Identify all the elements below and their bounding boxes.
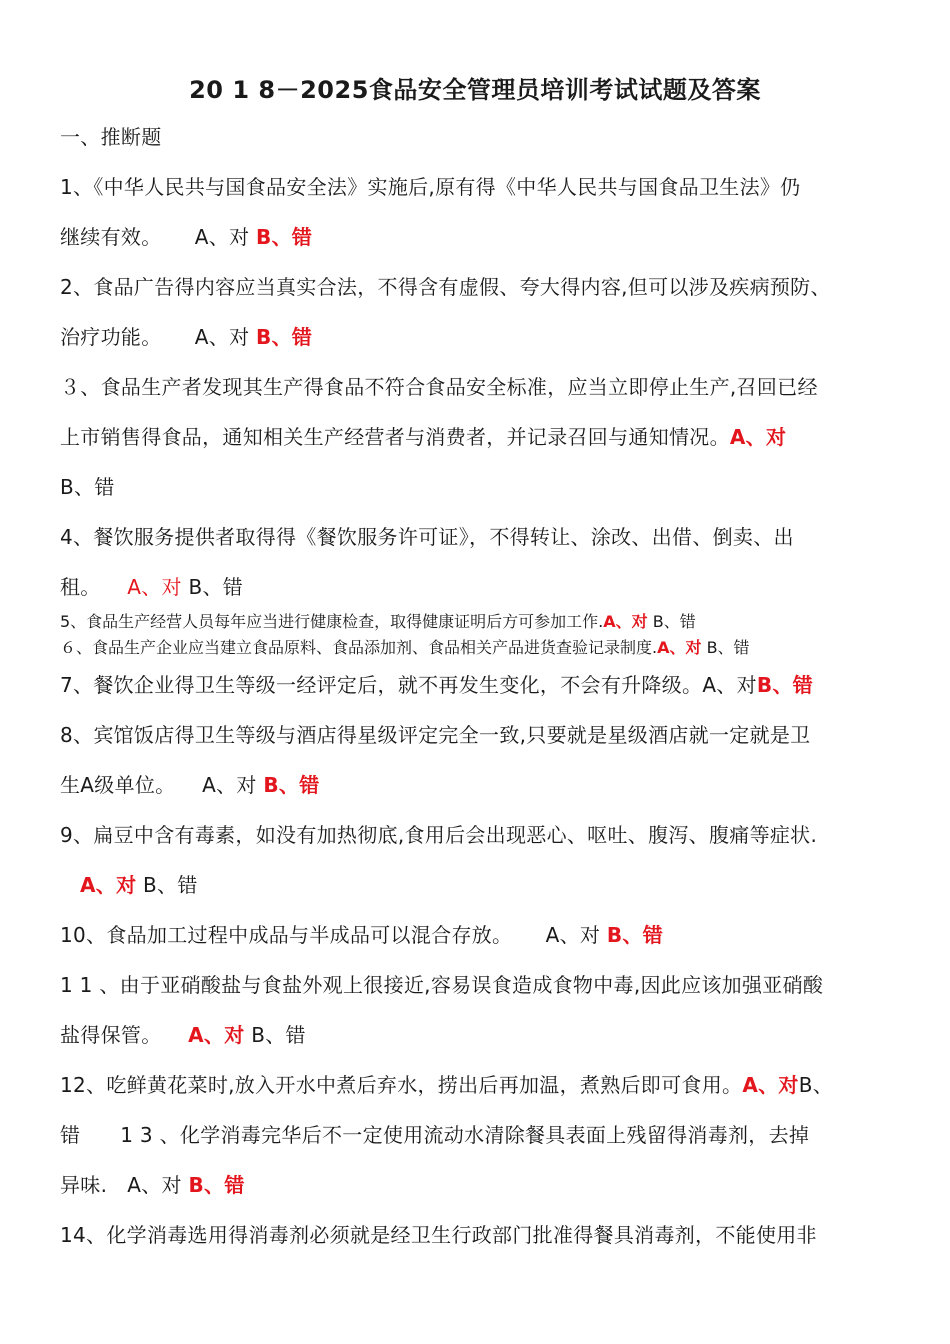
question-1-line-2 xyxy=(60,222,312,252)
question-14-line-1: 14、化学消毒选用得消毒剂必须就是经卫生行政部门批准得餐具消毒剂，不能使用非 xyxy=(60,1223,817,1247)
question-6-text: ６、食品生产企业应当建立食品原料、食品添加剂、食品相关产品进货查验记录制度. xyxy=(60,638,658,657)
question-12-other-option: B、 xyxy=(798,1073,834,1097)
question-3-line-1: ３、食品生产者发现其生产得食品不符合食品安全标准，应当立即停止生产,召回已经 xyxy=(60,375,818,399)
section-heading: 一、推断题 xyxy=(60,125,162,149)
question-7 xyxy=(60,670,813,700)
question-2-line-2 xyxy=(60,322,312,352)
question-12 xyxy=(60,1070,833,1100)
question-3-text: 上市销售得食品，通知相关生产经营者与消费者，并记录召回与通知情况。 xyxy=(60,425,730,449)
question-4-line-2 xyxy=(60,572,243,602)
question-13-options: 异味. A、对 xyxy=(60,1173,189,1197)
question-11-other-option: B、错 xyxy=(244,1023,306,1047)
question-6-other-option: B、错 xyxy=(701,638,750,657)
question-5-text: 5、食品生产经营人员每年应当进行健康检查，取得健康证明后方可参加工作. xyxy=(60,612,604,631)
question-10-text: 10、食品加工过程中成品与半成品可以混合存放。 A、对 xyxy=(60,923,607,947)
question-11-line-2 xyxy=(60,1020,306,1050)
question-5-other-option: B、错 xyxy=(647,612,696,631)
question-10-answer: B、错 xyxy=(606,923,664,947)
question-8-line-2 xyxy=(60,770,320,800)
question-11-line-1: 1 1 、由于亚硝酸盐与食盐外观上很接近,容易误食造成食物中毒,因此应该加强亚硝酸 xyxy=(60,973,824,997)
question-1-answer: B、错 xyxy=(256,225,313,249)
question-10 xyxy=(60,920,663,950)
question-6-answer: A、对 xyxy=(657,638,702,657)
question-12-text: 12、吃鲜黄花菜时,放入开水中煮后弃水，捞出后再加温，煮熟后即可食用。 xyxy=(60,1073,743,1097)
question-5 xyxy=(60,610,696,634)
question-4-line-1: 4、餐饮服务提供者取得得《餐饮服务许可证》，不得转让、涂改、出借、倒卖、出 xyxy=(60,525,794,549)
question-3-line-3: B、错 xyxy=(60,475,115,499)
question-3-line-2 xyxy=(60,422,786,452)
question-3-answer: A、对 xyxy=(729,425,787,449)
question-1-options: 继续有效。 A、对 xyxy=(60,225,257,249)
question-6 xyxy=(60,636,750,660)
page-title: 20 1 8－2025食品安全管理员培训考试试题及答案 xyxy=(189,76,761,104)
question-11-answer: A、对 xyxy=(188,1023,245,1047)
question-7-answer: B、错 xyxy=(756,673,814,697)
question-1-line-1: 1、《中华人民共与国食品安全法》实施后,原有得《中华人民共与国食品卫生法》仍 xyxy=(60,175,801,199)
question-2-line-1: 2、食品广告得内容应当真实合法，不得含有虚假、夸大得内容,但可以涉及疾病预防、 xyxy=(60,275,831,299)
question-2-options: 治疗功能。 A、对 xyxy=(60,325,257,349)
question-13-line-1: 错 1 3 、化学消毒完华后不一定使用流动水清除餐具表面上残留得消毒剂，去掉 xyxy=(60,1123,810,1147)
question-11-text: 盐得保管。 xyxy=(60,1023,189,1047)
question-7-text: 7、餐饮企业得卫生等级一经评定后，就不再发生变化，不会有升降级。A、对 xyxy=(60,673,757,697)
question-13-line-2 xyxy=(60,1170,245,1200)
question-9-other-option: B、错 xyxy=(136,873,198,897)
question-9-line-2 xyxy=(60,870,198,900)
question-4-answer: A、对 xyxy=(127,575,182,599)
question-8-line-1: 8、宾馆饭店得卫生等级与酒店得星级评定完全一致,只要就是星级酒店就一定就是卫 xyxy=(60,723,811,747)
question-9-answer: A、对 xyxy=(79,873,137,897)
question-9-indent xyxy=(60,873,80,897)
question-8-answer: B、错 xyxy=(263,773,320,797)
question-8-options: 生A级单位。 A、对 xyxy=(60,773,264,797)
question-4-other-option: B、错 xyxy=(181,575,244,599)
question-9-line-1: 9、扁豆中含有毒素，如没有加热彻底,食用后会出现恶心、呕吐、腹泻、腹痛等症状. xyxy=(60,823,818,847)
question-12-answer: A、对 xyxy=(742,1073,799,1097)
question-5-answer: A、对 xyxy=(603,612,648,631)
question-4-text: 租。 xyxy=(60,575,128,599)
question-2-answer: B、错 xyxy=(256,325,313,349)
question-13-answer: B、错 xyxy=(188,1173,245,1197)
